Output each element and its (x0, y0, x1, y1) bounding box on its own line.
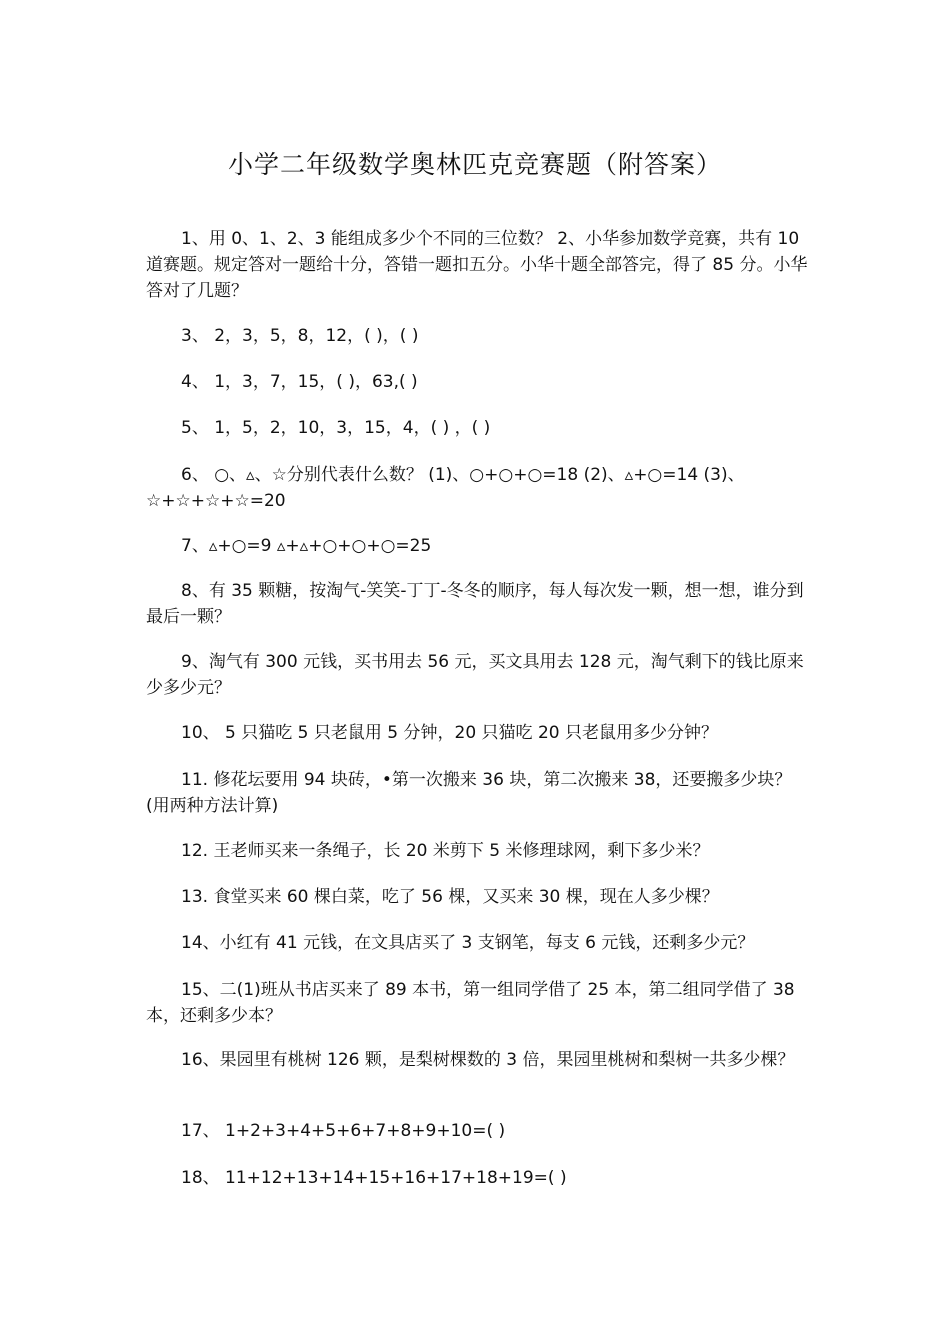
question-17: 17、 1+2+3+4+5+6+7+8+9+10=( ) (181, 1121, 506, 1141)
question-9: 9、淘气有 300 元钱，买书用去 56 元，买文具用去 128 元，淘气剩下的钱比原来少多少元？ (146, 652, 804, 698)
question-14: 14、小红有 41 元钱，在文具店买了 3 支钢笔，每支 6 元钱，还剩多少元？ (181, 933, 755, 953)
question-6: 6、 ○、▵、☆分别代表什么数？ (1)、○+○+○=18 (2)、▵+○=14 (3)、☆+☆+☆+☆=20 (146, 465, 745, 511)
question-16: 16、果园里有桃树 126 颗，是梨树棵数的 3 倍，果园里桃树和梨树一共多少棵？ (181, 1050, 795, 1070)
question-1-2: 1、用 0、1、2、3 能组成多少个不同的三位数？ 2、小华参加数学竞赛，共有 10 道赛题。规定答对一题给十分，答错一题扣五分。小华十题全部答完，得了 85 分。小华答对了几题？ (146, 229, 808, 301)
question-12: 12. 王老师买来一条绳子，长 20 米剪下 5 米修理球网，剩下多少米？ (181, 841, 710, 861)
question-8: 8、有 35 颗糖，按淘气-笑笑-丁丁-冬冬的顺序，每人每次发一颗，想一想，谁分到最后一颗？ (146, 581, 804, 627)
question-4: 4、 1，3，7，15，( )，63,( ) (181, 372, 418, 392)
question-7: 7、▵+○=9 ▵+▵+○+○+○=25 (181, 536, 432, 556)
question-5: 5、 1，5，2，10，3，15，4，( ) ，( ) (181, 418, 491, 438)
document-title: 小学二年级数学奥林匹克竞赛题（附答案） (227, 150, 722, 179)
question-15: 15、二(1)班从书店买来了 89 本书，第一组同学借了 25 本，第二组同学借了 38 本，还剩多少本？ (146, 980, 795, 1026)
question-18: 18、 11+12+13+14+15+16+17+18+19=( ) (181, 1168, 567, 1188)
question-11: 11. 修花坛要用 94 块砖，•第一次搬来 36 块，第二次搬来 38，还要搬多少块？(用两种方法计算) (146, 770, 792, 816)
question-3: 3、 2，3，5，8，12，( )，( ) (181, 326, 419, 346)
question-10: 10、 5 只猫吃 5 只老鼠用 5 分钟，20 只猫吃 20 只老鼠用多少分钟？ (181, 723, 718, 743)
question-13: 13. 食堂买来 60 棵白菜，吃了 56 棵，又买来 30 棵，现在人多少棵？ (181, 887, 719, 907)
